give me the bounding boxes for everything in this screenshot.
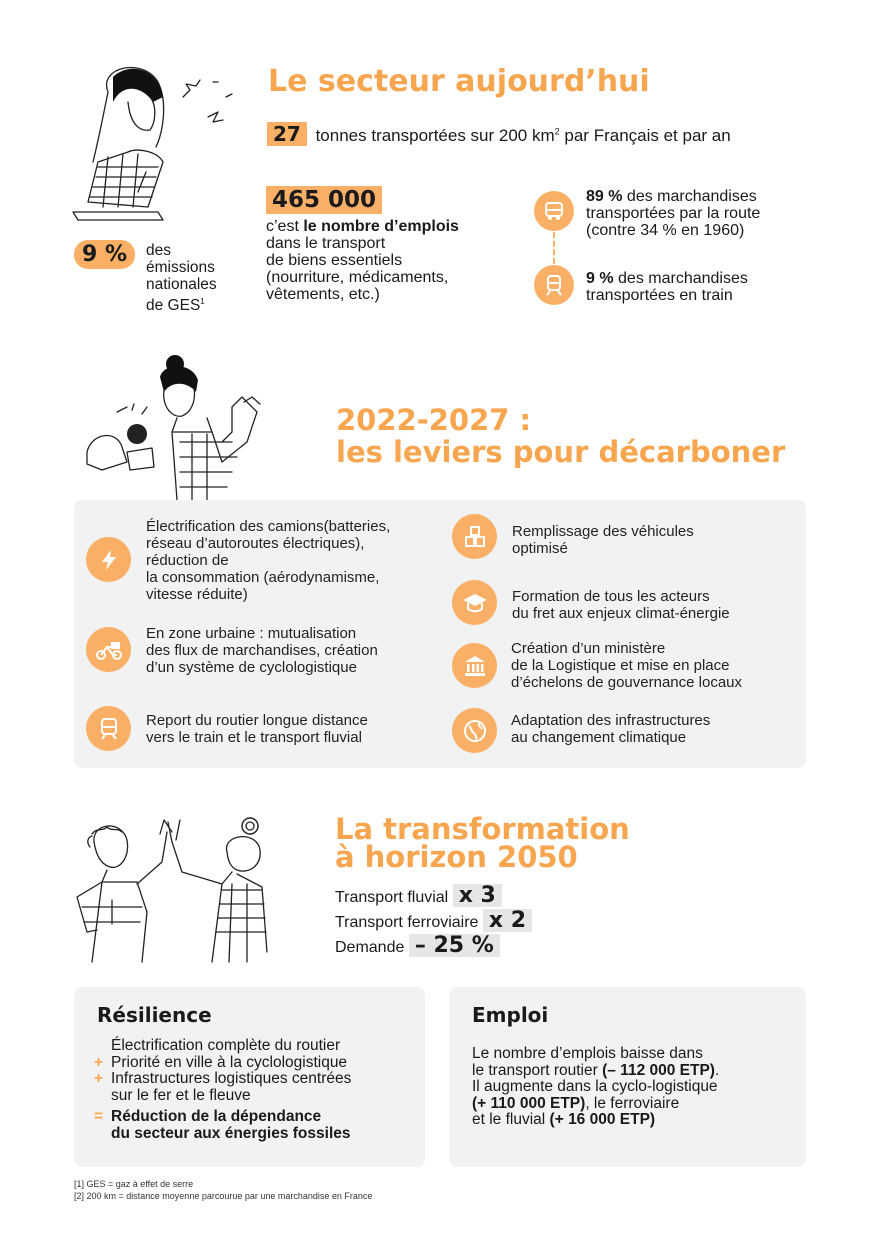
stat-train	[586, 270, 748, 304]
lever-adaptation	[511, 712, 710, 746]
transformation-list	[335, 884, 532, 959]
stat-emplois-value: 465 000	[266, 186, 382, 214]
stat-emplois-bold: le nombre d’emplois	[303, 218, 459, 235]
resilience-marker-1	[94, 1038, 111, 1055]
transformation-label-fluvial: Transport fluvial	[335, 889, 449, 906]
stat-emplois-line-4: vêtements, etc.)	[266, 286, 380, 303]
truck-icon	[534, 191, 574, 231]
section3-title	[335, 812, 630, 874]
lever-adaptation-line-1: Adaptation des infrastructures	[511, 712, 711, 729]
transformation-row-demande	[335, 934, 532, 959]
transformation-value-demande: – 25 %	[409, 934, 500, 957]
lever-formation-line-2: du fret aux enjeux climat-énergie	[512, 605, 730, 622]
resilience-result-marker: =	[94, 1108, 104, 1125]
lever-electrification-line-3: réduction de	[146, 552, 229, 569]
stat-tonnes-value: 27	[267, 122, 307, 146]
illustration-high-five	[72, 812, 272, 964]
resilience-list	[94, 1038, 351, 1142]
boxes-icon	[452, 514, 497, 559]
lever-urban-line-2: des flux de marchandises, création	[146, 642, 378, 659]
stat-train-line-1: des marchandises	[613, 270, 748, 287]
emploi-line-5a: et le fluvial	[472, 1111, 550, 1128]
resilience-title: Résilience	[97, 1003, 212, 1027]
globe-tools-icon	[452, 708, 497, 753]
lever-ministere-line-1: Création d’un ministère	[511, 640, 666, 657]
transformation-label-demande: Demande	[335, 939, 405, 956]
transformation-row-fluvial	[335, 884, 532, 909]
resilience-marker-2: +	[94, 1053, 104, 1071]
emploi-line-3: Il augmente dans la cyclo-logistique	[472, 1078, 718, 1095]
stat-ges-footnote-ref: 1	[200, 297, 205, 306]
stat-train-line-2: transportées en train	[586, 287, 733, 304]
footnote-1: [1] GES = gaz à effet de serre	[74, 1179, 194, 1189]
stat-route	[586, 188, 760, 239]
stat-ges-value: 9 %	[74, 240, 135, 269]
emploi-line-2c: .	[714, 1061, 720, 1079]
ministry-building-icon	[452, 643, 497, 688]
transformation-value-fluvial: x 3	[453, 884, 502, 907]
section2-title-line-1: 2022-2027 :	[336, 403, 532, 437]
lever-adaptation-line-2: au changement climatique	[511, 729, 687, 746]
lever-report-line-2: vers le train et le transport fluvial	[146, 729, 362, 746]
stat-route-line-2: transportées par la route	[586, 205, 761, 222]
stat-train-value: 9 %	[586, 270, 614, 287]
emploi-line-2b: (– 112 000 ETP)	[602, 1061, 715, 1079]
lever-urban-line-3: d’un système de cyclologistique	[146, 659, 357, 676]
graduation-cap-icon	[452, 580, 497, 625]
lever-formation-line-1: Formation de tous les acteurs	[512, 588, 710, 605]
emploi-line-5b: (+ 16 000 ETP)	[549, 1111, 656, 1128]
section3-title-line-2: à horizon 2050	[335, 840, 578, 874]
section2-title	[336, 404, 785, 468]
stat-ges-label	[146, 242, 217, 314]
lightning-icon	[86, 537, 131, 582]
illustration-thinking-woman	[68, 62, 248, 222]
train-small-icon	[534, 265, 574, 305]
stat-route-line-1: des marchandises	[622, 188, 757, 205]
illustration-strong-woman	[72, 352, 302, 500]
cargo-bike-icon	[86, 627, 131, 672]
stat-emplois-line-2: de biens essentiels	[266, 252, 403, 269]
resilience-item-3-line-2: sur le fer et le fleuve	[111, 1086, 251, 1104]
lever-electrification-line-1: Électrification des camions(batteries,	[146, 518, 391, 535]
section2-title-line-2: les leviers pour décarboner	[336, 435, 786, 469]
stat-route-value: 89 %	[586, 188, 623, 205]
section3-title-line-1: La transformation	[335, 812, 630, 846]
lever-electrification-line-5: vitesse réduite)	[146, 586, 248, 603]
stat-tonnes-text-after: par Français et par an	[559, 126, 731, 145]
lever-electrification-line-4: la consommation (aérodynamisme,	[146, 569, 380, 586]
stat-ges-line-3: nationales	[146, 276, 217, 293]
transformation-value-ferroviaire: x 2	[483, 909, 532, 932]
resilience-result-line-1: Réduction de la dépendance	[111, 1108, 322, 1125]
lever-ministere	[511, 640, 742, 691]
lever-electrification	[146, 518, 390, 603]
transformation-row-ferroviaire	[335, 909, 532, 934]
stat-route-line-3: (contre 34 % en 1960)	[586, 222, 745, 239]
section1-title: Le secteur aujourd’hui	[268, 64, 650, 99]
emploi-line-4b: , le ferroviaire	[585, 1094, 680, 1112]
lever-remplissage-line-2: optimisé	[512, 540, 568, 557]
lever-ministere-line-3: d’échelons de gouvernance locaux	[511, 674, 742, 691]
stat-ges-line-4: de GES	[146, 297, 201, 315]
emploi-line-1: Le nombre d’emplois baisse dans	[472, 1045, 703, 1062]
stat-tonnes-text: tonnes transportées sur 200 km	[315, 126, 555, 145]
train-icon	[86, 706, 131, 751]
stat-emplois-prefix: c’est	[266, 218, 304, 235]
resilience-item-3-line-1: Infrastructures logistiques centrées	[111, 1070, 352, 1087]
footnote-2: [2] 200 km = distance moyenne parcourue par une marchandise en France	[74, 1191, 373, 1201]
footnotes	[74, 1178, 372, 1202]
stat-tonnes-sup: 2	[554, 126, 560, 137]
resilience-marker-3: +	[94, 1070, 104, 1087]
lever-urban	[146, 625, 378, 676]
lever-remplissage-line-1: Remplissage des véhicules	[512, 523, 694, 540]
lever-formation	[512, 588, 730, 622]
connector-dotted-line	[553, 232, 555, 264]
resilience-item-1: Électrification complète du routier	[111, 1037, 341, 1054]
lever-urban-line-1: En zone urbaine : mutualisation	[146, 625, 357, 642]
resilience-result-line-2: du secteur aux énergies fossiles	[111, 1124, 351, 1142]
resilience-item-2: Priorité en ville à la cyclologistique	[111, 1053, 348, 1071]
lever-report-line-1: Report du routier longue distance	[146, 712, 368, 729]
lever-report	[146, 712, 368, 746]
emploi-line-2a: le transport routier	[472, 1061, 603, 1079]
stat-emplois-line-3: (nourriture, médicaments,	[266, 269, 449, 286]
stat-emplois-line-1: dans le transport	[266, 235, 386, 252]
lever-ministere-line-2: de la Logistique et mise en place	[511, 657, 730, 674]
emploi-title: Emploi	[472, 1003, 549, 1027]
stat-ges-line-1: des	[146, 242, 171, 259]
emploi-line-4a: (+ 110 000 ETP)	[472, 1094, 586, 1112]
lever-remplissage	[512, 523, 694, 557]
stat-tonnes	[267, 122, 731, 146]
transformation-label-ferroviaire: Transport ferroviaire	[335, 914, 479, 931]
emploi-text	[472, 1046, 719, 1129]
stat-emplois	[266, 186, 516, 303]
lever-electrification-line-2: réseau d’autoroutes électriques),	[146, 535, 365, 552]
stat-ges-line-2: émissions	[146, 259, 215, 276]
